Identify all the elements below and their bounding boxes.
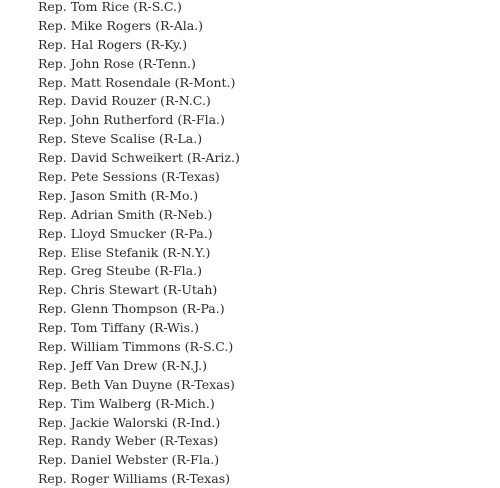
list-item: Rep. Tom Rice (R-S.C.) bbox=[38, 0, 182, 14]
list-item: Rep. Beth Van Duyne (R-Texas) bbox=[38, 376, 235, 392]
list-item: Rep. Chris Stewart (R-Utah) bbox=[38, 282, 218, 298]
list-item: Rep. Tom Tiffany (R-Wis.) bbox=[38, 320, 199, 336]
list-item: Rep. Lloyd Smucker (R-Pa.) bbox=[38, 225, 213, 241]
list-item: Rep. Jason Smith (R-Mo.) bbox=[38, 187, 199, 203]
list-item: Rep. Greg Steube (R-Fla.) bbox=[38, 263, 202, 279]
list-item: Rep. David Schweikert (R-Ariz.) bbox=[38, 150, 240, 166]
list-item: Rep. Jackie Walorski (R-Ind.) bbox=[38, 414, 221, 430]
representatives-list bbox=[38, 0, 478, 488]
list-item: Rep. Tim Walberg (R-Mich.) bbox=[38, 395, 215, 411]
list-item: Rep. Glenn Thompson (R-Pa.) bbox=[38, 301, 225, 317]
list-item: Rep. John Rutherford (R-Fla.) bbox=[38, 112, 225, 128]
list-item: Rep. Daniel Webster (R-Fla.) bbox=[38, 452, 220, 468]
list-item: Rep. David Rouzer (R-N.C.) bbox=[38, 93, 211, 109]
list-item: Rep. Elise Stefanik (R-N.Y.) bbox=[38, 244, 211, 260]
list-item: Rep. John Rose (R-Tenn.) bbox=[38, 55, 196, 71]
list-item: Rep. Hal Rogers (R-Ky.) bbox=[38, 36, 188, 52]
list-item: Rep. Adrian Smith (R-Neb.) bbox=[38, 206, 213, 222]
list-item: Rep. Matt Rosendale (R-Mont.) bbox=[38, 74, 236, 90]
list-item: Rep. William Timmons (R-S.C.) bbox=[38, 339, 234, 355]
list-item: Rep. Roger Williams (R-Texas) bbox=[38, 471, 230, 487]
list-item: Rep. Jeff Van Drew (R-N.J.) bbox=[38, 357, 207, 373]
list-item: Rep. Randy Weber (R-Texas) bbox=[38, 433, 219, 449]
list-item: Rep. Mike Rogers (R-Ala.) bbox=[38, 17, 204, 33]
list-item: Rep. Steve Scalise (R-La.) bbox=[38, 131, 203, 147]
list-item: Rep. Pete Sessions (R-Texas) bbox=[38, 169, 220, 185]
